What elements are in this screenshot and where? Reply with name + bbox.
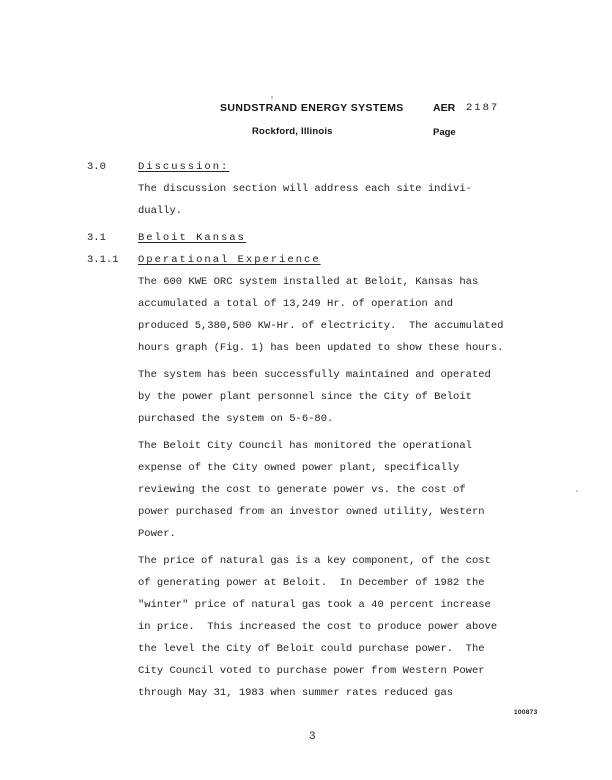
section-number: 3.1 (87, 232, 106, 244)
paragraph (138, 364, 537, 430)
paragraph (138, 550, 537, 704)
paragraph (138, 435, 537, 545)
text-line: The system has been successfully maintained and operated (138, 369, 491, 381)
section-number: 3.0 (87, 161, 106, 173)
document-stamp-number: 100873 (514, 709, 538, 716)
text-line: purchased the system on 5-6-80. (138, 413, 334, 425)
text-line: Power. (138, 528, 176, 540)
text-line: The discussion section will address each site indivi- (138, 183, 472, 195)
section-3-1-1-heading-row (87, 249, 537, 271)
text-line: hours graph (Fig. 1) has been updated to show these hours. (138, 342, 504, 354)
text-line: The Beloit City Council has monitored the operational (138, 440, 472, 452)
text-line: produced 5,380,500 KW-Hr. of electricity. The accumulated (138, 320, 504, 332)
doc-number-label: AER (433, 102, 456, 114)
text-line: in price. This increased the cost to produce power above (138, 621, 498, 633)
text-line: City Council voted to purchase power from Western Power (138, 665, 485, 677)
page-label: Page (433, 127, 456, 138)
typed-body (87, 156, 537, 704)
page-number: 3 (309, 731, 316, 743)
text-line: The 600 KWE ORC system installed at Beloit, Kansas has (138, 276, 479, 288)
section-heading: Operational Experience (138, 254, 321, 266)
text-line: The price of natural gas is a key component, of the cost (138, 555, 491, 567)
company-name: SUNDSTRAND ENERGY SYSTEMS (220, 102, 404, 114)
text-line: expense of the City owned power plant, specifically (138, 462, 460, 474)
text-line: the level the City of Beloit could purchase power. The (138, 643, 485, 655)
company-location: Rockford, Illinois (252, 126, 333, 137)
section-heading: Beloit Kansas (138, 232, 246, 244)
doc-number-value: 2187 (466, 102, 500, 114)
section-3-0-heading-row (87, 156, 537, 178)
section-number: 3.1.1 (87, 254, 119, 266)
text-line: through May 31, 1983 when summer rates reduced gas (138, 687, 454, 699)
text-line: reviewing the cost to generate power vs. the cost of (138, 484, 466, 496)
text-line: accumulated a total of 13,249 Hr. of operation and (138, 298, 454, 310)
section-heading: Discussion: (138, 161, 230, 173)
text-line: dually. (138, 205, 183, 217)
paragraph (138, 178, 537, 222)
text-line: by the power plant personnel since the City of Beloit (138, 391, 472, 403)
text-line: of generating power at Beloit. In December of 1982 the (138, 577, 485, 589)
paragraph (138, 271, 537, 359)
scan-speck (271, 96, 273, 99)
section-3-1-heading-row (87, 227, 537, 249)
text-line: "winter" price of natural gas took a 40 percent increase (138, 599, 491, 611)
text-line: power purchased from an investor owned utility, Western (138, 506, 485, 518)
scan-speck (576, 490, 578, 492)
